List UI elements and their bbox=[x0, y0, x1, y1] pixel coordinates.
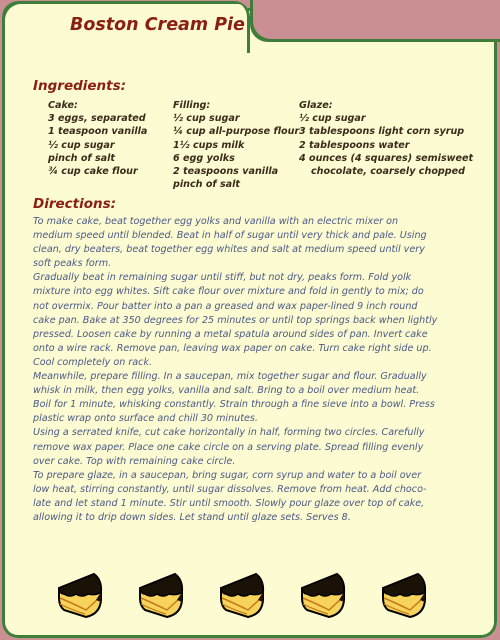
filling-item: 1½ cups milk bbox=[173, 139, 245, 151]
directions-line: To prepare glaze, in a saucepan, bring sugar, corn syrup and water to a boil over bbox=[33, 469, 422, 481]
glaze-item: 4 ounces (4 squares) semisweet bbox=[299, 152, 474, 164]
filling-item: ½ cup sugar bbox=[173, 113, 240, 125]
ingredients-heading: Ingredients: bbox=[33, 78, 127, 94]
glaze-item: chocolate, coarsely chopped bbox=[311, 166, 466, 178]
card-notch bbox=[250, 0, 500, 42]
directions-line: allowing it to drip down sides. Let stand until glaze sets. Serves 8. bbox=[33, 511, 351, 523]
directions-line: plastic wrap onto surface and chill 30 minutes. bbox=[33, 413, 258, 425]
directions-line: Meanwhile, prepare filling. In a saucepan, mix together sugar and flour. Gradually bbox=[33, 371, 427, 383]
pie-slice-icon bbox=[137, 570, 185, 620]
glaze-item: 2 tablespoons water bbox=[299, 139, 410, 151]
filling-ingredients-list bbox=[173, 99, 299, 191]
cake-heading: Cake: bbox=[48, 100, 78, 111]
filling-item: ¼ cup all-purpose flour bbox=[173, 126, 300, 138]
directions-line: pressed. Loosen cake by running a metal spatula around sides of pan. Invert cake bbox=[33, 328, 428, 340]
directions-line: onto a wire rack. Remove pan, leaving wax paper on cake. Turn cake right side up. bbox=[33, 342, 432, 354]
directions-line: Using a serrated knife, cut cake horizontally in half, forming two circles. Carefully bbox=[33, 427, 425, 439]
directions-line: not overmix. Pour batter into a pan a greased and wax paper-lined 9 inch round bbox=[33, 300, 418, 312]
cake-ingredients-list bbox=[48, 99, 147, 178]
title-tab bbox=[2, 1, 250, 53]
filling-item: 6 egg yolks bbox=[173, 152, 235, 164]
glaze-item: 3 tablespoons light corn syrup bbox=[299, 126, 465, 138]
directions-line: Cool completely on rack. bbox=[33, 356, 153, 368]
directions-line: medium speed until blended. Beat in half of sugar until very thick and pale. Using bbox=[33, 230, 427, 242]
pie-slice-icon bbox=[299, 570, 347, 620]
directions-line: low heat, stirring constantly, until sugar dissolves. Remove from heat. Add choco- bbox=[33, 483, 427, 495]
directions-line: whisk in milk, then egg yolks, vanilla and salt. Bring to a boil over medium heat. bbox=[33, 385, 420, 397]
directions-line: soft peaks form. bbox=[33, 258, 112, 270]
cake-item: ¾ cup cake flour bbox=[48, 166, 138, 178]
glaze-item: ½ cup sugar bbox=[299, 113, 366, 125]
directions-line: cake pan. Bake at 350 degrees for 25 minutes or until top springs back when lightly bbox=[33, 314, 438, 326]
directions-line: remove wax paper. Place one cake circle on a serving plate. Spread filling evenly bbox=[33, 441, 424, 453]
cake-item: pinch of salt bbox=[48, 152, 116, 164]
pie-decoration-row bbox=[56, 570, 456, 624]
filling-item: pinch of salt bbox=[173, 179, 241, 191]
cake-item: 1 teaspoon vanilla bbox=[48, 126, 148, 138]
directions-line: late and let stand 1 minute. Stir until smooth. Slowly pour glaze over top of cake, bbox=[33, 497, 425, 509]
glaze-heading: Glaze: bbox=[299, 100, 333, 111]
directions-line: To make cake, beat together egg yolks and vanilla with an electric mixer on bbox=[33, 216, 399, 227]
filling-heading: Filling: bbox=[173, 100, 211, 111]
cake-item: 3 eggs, separated bbox=[48, 113, 146, 125]
directions-line: Gradually beat in remaining sugar until stiff, but not dry, peaks form. Fold yolk bbox=[33, 272, 412, 284]
directions-line: clean, dry beaters, beat together egg whites and salt at medium speed until very bbox=[33, 244, 425, 256]
page-title: Boston Cream Pie bbox=[70, 15, 245, 35]
directions-line: mixture into egg whites. Sift cake flour over mixture and fold in gently to mix; do bbox=[33, 286, 424, 298]
pie-slice-icon bbox=[56, 570, 104, 620]
directions-text bbox=[33, 215, 473, 525]
glaze-ingredients-list bbox=[299, 99, 473, 178]
filling-item: 2 teaspoons vanilla bbox=[173, 166, 279, 178]
directions-line: over cake. Top with remaining cake circle. bbox=[33, 455, 236, 467]
cake-item: ½ cup sugar bbox=[48, 139, 115, 151]
pie-slice-icon bbox=[380, 570, 428, 620]
directions-heading: Directions: bbox=[33, 196, 117, 212]
directions-line: Boil for 1 minute, whisking constantly. Strain through a fine sieve into a bowl. Press bbox=[33, 399, 435, 411]
pie-slice-icon bbox=[218, 570, 266, 620]
